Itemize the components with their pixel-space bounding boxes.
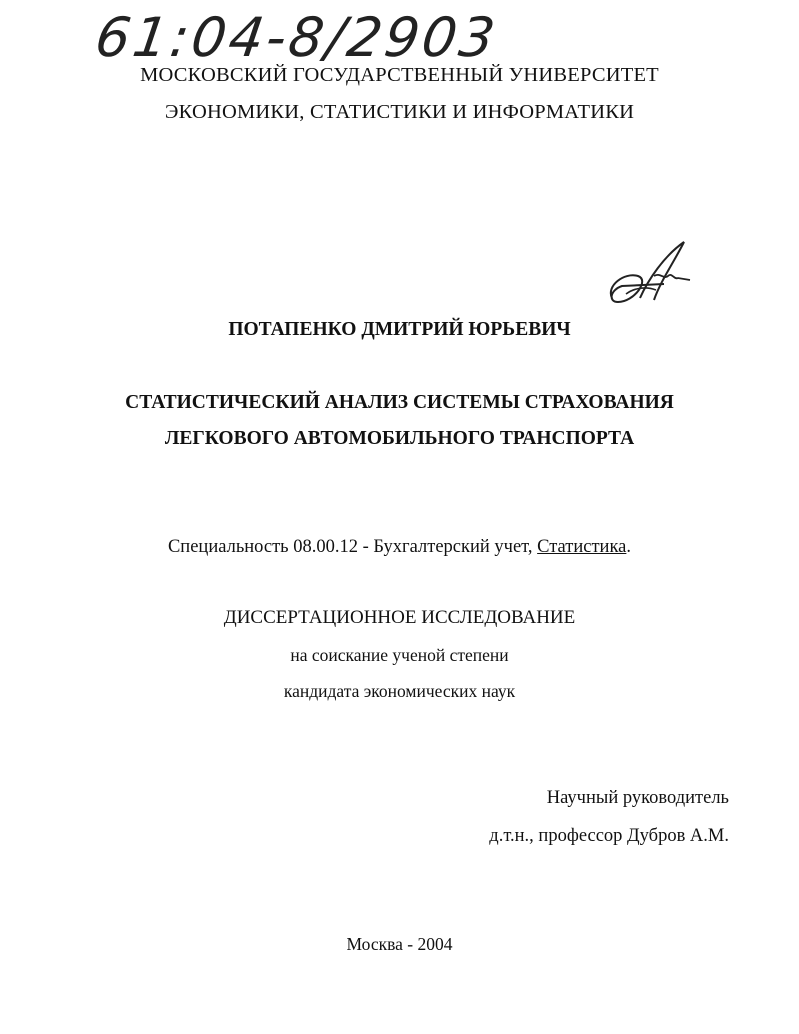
signature-icon bbox=[604, 236, 694, 310]
thesis-title-line2: ЛЕГКОВОГО АВТОМОБИЛЬНОГО ТРАНСПОРТА bbox=[164, 428, 635, 449]
dissertation-degree-line: на соискание ученой степени bbox=[290, 645, 509, 665]
specialty-prefix: Специальность 08.00.12 - Бухгалтерский учет, bbox=[167, 537, 538, 557]
author-name: ПОТАПЕНКО ДМИТРИЙ ЮРЬЕВИЧ bbox=[228, 319, 571, 340]
university-name-line1: МОСКОВСКИЙ ГОСУДАРСТВЕННЫЙ УНИВЕРСИТЕТ bbox=[140, 64, 659, 86]
specialty-underlined: Статистика bbox=[537, 537, 627, 557]
supervisor-label: Научный руководитель bbox=[546, 788, 729, 808]
dissertation-heading: ДИССЕРТАЦИОННОЕ ИССЛЕДОВАНИЕ bbox=[223, 607, 576, 628]
specialty-line bbox=[0, 537, 799, 558]
specialty-suffix: . bbox=[626, 537, 632, 557]
place-year: Москва - 2004 bbox=[346, 934, 453, 954]
supervisor-name: д.т.н., профессор Дубров А.М. bbox=[489, 826, 729, 846]
dissertation-field-line: кандидата экономических наук bbox=[283, 681, 516, 701]
handwritten-archive-number: 61:04-8/2903 bbox=[91, 6, 502, 69]
university-name-line2: ЭКОНОМИКИ, СТАТИСТИКИ И ИНФОРМАТИКИ bbox=[164, 101, 635, 123]
thesis-title-line1: СТАТИСТИЧЕСКИЙ АНАЛИЗ СИСТЕМЫ СТРАХОВАНИЯ bbox=[125, 392, 674, 413]
